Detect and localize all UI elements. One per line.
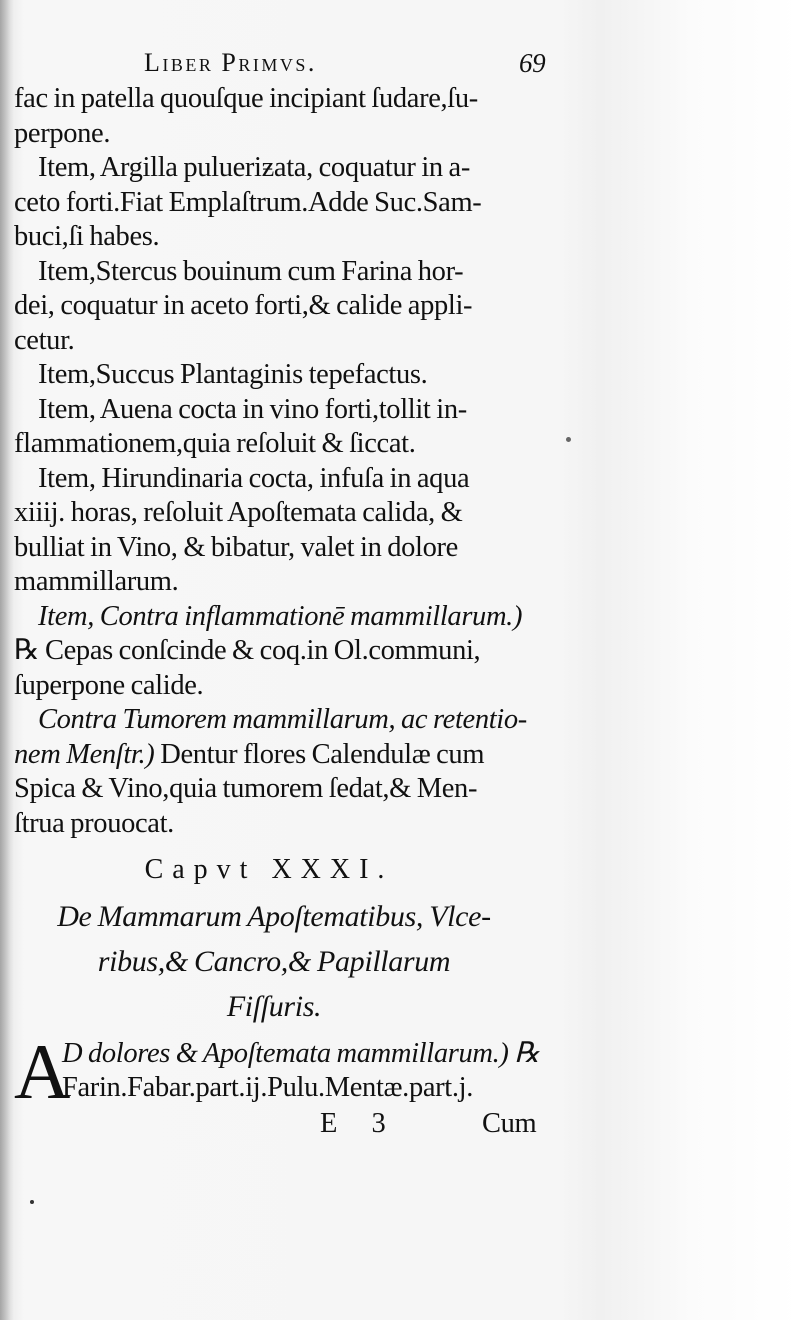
text-line: buci,ſi habes. [14,221,160,252]
text-line: Item, Auena cocta in vino forti,tollit in- [38,393,467,425]
text-line: ceto forti.Fiat Emplaſtrum.Adde Suc.Sam- [14,186,482,218]
text-line: bulliat in Vino, & bibatur, valet in dolore [14,531,458,563]
text-line: xiiij. horas, reſoluit Apoſtemata calida, & [14,497,463,528]
page-number: 69 [519,48,546,78]
text-line: Item,Succus Plantaginis tepefactus. [38,359,428,390]
chapter-subtitle-line: Fiſſuris. [226,989,322,1023]
text-line: ſuperpone calide. [14,669,204,701]
text-line: perpone. [14,117,111,149]
ink-speck [30,1200,34,1204]
text-line: ſtrua prouocat. [14,807,174,839]
text-line: Item, Contra inflammationē mammillarum.) [38,600,523,632]
text-line: fac in patella quouſque incipiant ſudare,ſu- [14,83,478,114]
text-line: dei, coquatur in aceto forti,& calide appli- [14,290,473,321]
gutter-shadow [0,0,14,1320]
text-line [14,738,554,773]
text-line: Item, Argilla pulueriƶata, coquatur in a- [38,152,471,183]
text-line: cetur. [14,324,75,356]
text-line: mammillarum. [14,566,179,597]
italic-run: nem Menſtr.) [14,738,155,770]
chapter-subtitle-line: De Mammarum Apoſtematibus, Vlce- [57,899,491,933]
roman-run: Dentur flores Calendulæ cum [154,738,485,770]
opening-paragraph [14,1027,554,1115]
page-text [14,40,554,1143]
text-line: flammationem,quia reſoluit & ſiccat. [14,428,416,459]
body-text [14,82,554,841]
catchline [14,1107,554,1143]
text-line: Item,Stercus bouinum cum Farina hor- [38,255,464,287]
text-line: Item, Hirundinaria cocta, infuſa in aqua [38,462,470,494]
show-through-text [520,320,780,1080]
chapter-heading: Capvt XXXI. [144,854,394,885]
text-line: ℞ Cepas conſcinde & coq.in Ol.communi, [14,635,481,666]
text-line: Contra Tumorem mammillarum, ac retentio- [38,704,527,735]
text-line: Spica & Vino,quia tumorem ſedat,& Men- [14,773,478,804]
opening-line-1: D dolores & Apoſtemata mammillarum.) ℞ [62,1037,540,1069]
catchword: Cum [482,1107,537,1139]
ink-speck [566,437,571,442]
chapter-subtitle [14,894,554,1029]
drop-cap: A [14,1027,70,1115]
chapter-subtitle-line: ribus,& Cancro,& Papillarum [97,944,451,978]
signature-mark: E 3 [320,1107,400,1139]
running-title: Liber Primvs. [144,48,317,77]
page-header [14,40,554,82]
opening-line-2: Farin.Fabar.part.ij.Pulu.Mentæ.part.j. [62,1071,473,1103]
